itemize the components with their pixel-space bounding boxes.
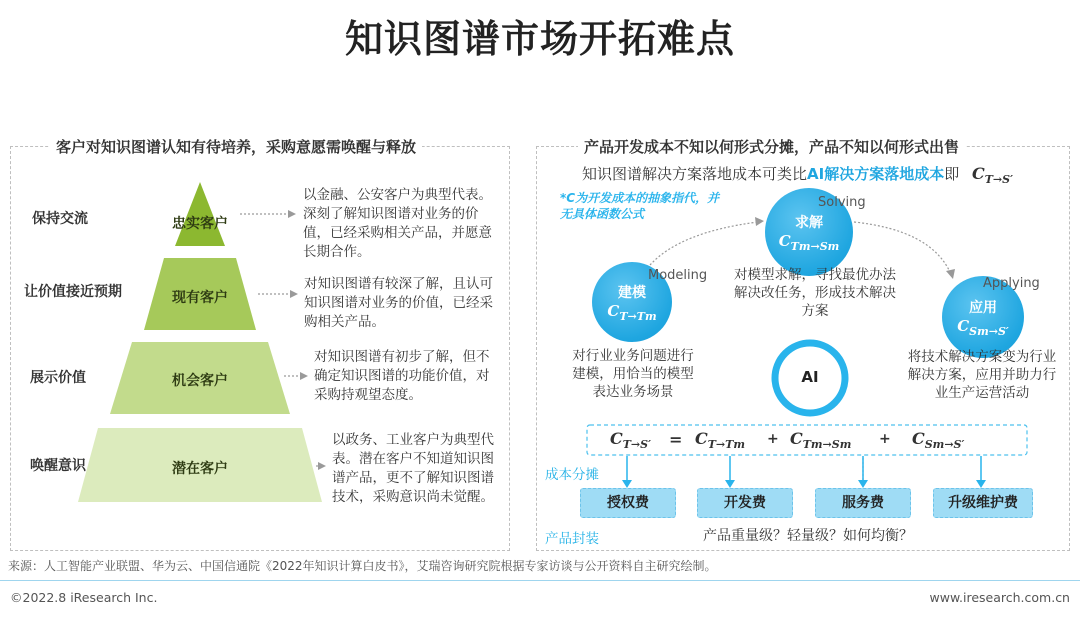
product-question: 产品重量级？轻量级？如何均衡？: [703, 528, 913, 544]
tier-desc-4: 以政务、工业客户为典型代表。潜在客户不知道知识图谱产品，更不了解知识图谱技术，采购意识尚未觉醒。: [332, 432, 494, 505]
website-link[interactable]: www.iresearch.com.cn: [929, 590, 1070, 605]
page-title: 知识图谱市场开拓难点: [344, 17, 735, 61]
eq-equals: =: [669, 430, 683, 449]
level-label-3: 展示价值: [30, 370, 86, 386]
fee-service: 服务费: [815, 488, 911, 518]
apply-en: Applying: [983, 276, 1040, 291]
model-formula: $C_{T\to Tm}$: [607, 302, 657, 323]
tier-desc-3: 对知识图谱有初步了解，但不确定知识图谱的功能价值，对采购持观望态度。: [314, 349, 490, 403]
product-packaging-label: 产品封装: [545, 531, 599, 547]
cost-note: *C为开发成本的抽象指代，并无具体函数公式: [560, 191, 720, 221]
tier-desc-1: 以金融、公安客户为典型代表。深刻了解知识图谱对业务的价值，已经采购相关产品，并愿意长期合作。: [303, 187, 492, 260]
model-en: Modeling: [648, 268, 708, 283]
level-label-2: 让价值接近预期: [24, 284, 122, 300]
eq-term-2: $C_{T\to Tm}$: [695, 429, 745, 452]
subtitle-pre: 知识图谱解决方案落地成本可类比: [582, 165, 808, 183]
solve-name: 求解: [795, 215, 823, 231]
eq-term-4: $C_{Sm\to S'}$: [912, 429, 965, 452]
apply-formula: $C_{Sm\to S'}$: [957, 317, 1009, 338]
subtitle-post: 即: [944, 165, 960, 183]
eq-term-3: $C_{Tm\to Sm}$: [790, 429, 852, 452]
apply-name: 应用: [969, 300, 997, 316]
tier-desc-2: 对知识图谱有较深了解，且认可知识图谱对业务的价值，已经采购相关产品。: [304, 276, 493, 330]
solve-formula: $C_{Tm\to Sm}$: [778, 232, 840, 253]
eq-plus-1: +: [767, 431, 779, 447]
level-label-4: 唤醒意识: [30, 458, 86, 474]
solve-en: Solving: [818, 195, 866, 210]
subtitle-formula: $C_{T\to S'}$: [972, 164, 1013, 187]
model-desc: 对行业业务问题进行建模，用恰当的模型表达业务场景: [572, 348, 694, 400]
fee-license: 授权费: [580, 488, 676, 518]
fee-upgrade-maintenance: 升级维护费: [933, 488, 1033, 518]
level-label-1: 保持交流: [32, 211, 88, 227]
solve-desc: 对模型求解，寻找最优办法解决改任务，形成技术解决方案: [734, 267, 896, 319]
cost-allocation-label: 成本分摊: [545, 467, 599, 483]
model-name: 建模: [618, 285, 646, 301]
tier-name-3: 机会客户: [172, 373, 228, 389]
subtitle-highlight: AI解决方案落地成本: [807, 165, 945, 183]
eq-term-1: $C_{T\to S'}$: [610, 429, 651, 452]
tier-name-1: 忠实客户: [172, 216, 228, 232]
footer-divider: [0, 580, 1080, 581]
ai-label: AI: [801, 368, 819, 386]
eq-plus-2: +: [879, 431, 891, 447]
tier-name-4: 潜在客户: [172, 461, 228, 477]
left-panel-title: 客户对知识图谱认知有待培养，采购意愿需唤醒与释放: [50, 136, 422, 157]
right-panel-title: 产品开发成本不知以何形式分摊，产品不知以何形式出售: [578, 136, 965, 157]
apply-desc: 将技术解决方案变为行业解决方案，应用并助力行业生产运营活动: [907, 349, 1057, 401]
source-note: 来源：人工智能产业联盟、华为云、中国信通院《2022年知识计算白皮书》，艾瑞咨询研究院根据专家访谈与公开资料自主研究绘制。: [8, 559, 717, 573]
copyright: ©2022.8 iResearch Inc.: [10, 590, 158, 605]
fee-development: 开发费: [697, 488, 793, 518]
tier-name-2: 现有客户: [172, 290, 228, 306]
